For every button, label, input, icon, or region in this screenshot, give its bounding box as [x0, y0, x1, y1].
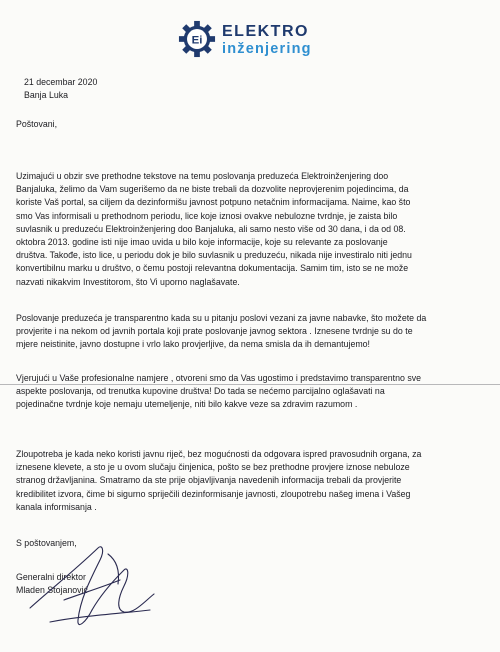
text-line: aspekte poslovanja, od trenutka kupovine društva! Do tada se nećemo parcijalno oglašavati na	[16, 386, 385, 397]
text-line: smo Vas informisali u prethodnom periodu, lice koje iznosi ovakve nebulozne tvrdnje, je zaista bilo	[16, 210, 398, 221]
signer-block	[16, 571, 488, 597]
text-line: mjere neistinite, javno dostupne i vrlo lako provjerljive, da nema smisla da ih demantujemo!	[16, 339, 371, 350]
letter-greeting: Poštovani,	[16, 119, 58, 129]
text-line: koriste Vaš portal, sa ciljem da dezinformišu javnost potpuno netačnim informacijama. Naime, kao što	[16, 197, 411, 208]
text-line: Uzimajući u obzir sve prethodne tekstove na temu poslovanja preduzeća Elektroinženjering doo	[16, 171, 389, 181]
text-line: suvlasnik u preduzeću Elektroinženjering doo Banjaluka, ali samo nesto više od 30 dana, i da od 08.	[16, 223, 406, 234]
text-line: Zloupotreba je kada neko koristi javnu riječ, bez mogućnosti da odgovara ispred pravosudnih organa, za	[16, 449, 422, 459]
text-line: društva. Takođe, isto lice, u periodu dok je bilo suvlasnik u preduzeću, nikada nije investiralo niti jednu	[16, 250, 412, 261]
text-line: provjerite i na nekom od javnih portala koji prate poslovanje javnog sektora . Iznesene tvrdnje su do te	[16, 326, 413, 337]
logo-text-elektro: ELEKTRO	[222, 23, 309, 40]
signer-title: Generalni direktor	[16, 572, 86, 582]
text-line: iznesene klevete, a sto je u ovom slučaju činjenica, pošto se bez prethodne provjere iznose nebuloze	[16, 462, 410, 473]
text-line: konvertibilnu marku u društvo, o čemu postoji relevantna dokumentacija. Samim tim, isto se ne može	[16, 263, 409, 274]
text-line: stranog državljanina. Smatramo da ste prije objavljivanja navedenih informacija trebali da provjerite	[16, 475, 402, 486]
paragraph-3	[16, 372, 488, 412]
text-line: pojedinačne tvrdnje koje nemaju utemeljenje, niti bilo kakve veze sa zdravim razumom .	[16, 399, 358, 410]
text-line: Banjaluka, želimo da Vam sugerišemo da ne biste trebali da dozvolite neprovjerenim pojedincima, da	[16, 184, 409, 195]
text-line: kredibilitet izvora, čime bi sigurno spriječili dezinformisanje javnosti, zloupotrebu našeg imena i Vašeg	[16, 488, 411, 499]
letter-date: 21 decembar 2020	[24, 77, 98, 87]
paragraph-2	[16, 312, 488, 352]
text-line: oktobra 2013. godine isti nije imao uvida u bilo koje informacije, koje su relevante za poslovanje	[16, 237, 388, 248]
text-line: nazvati nikakvim Investitorom, što Vi uporno naglašavate.	[16, 276, 240, 287]
logo-text-inzenjering: inženjering	[222, 41, 312, 57]
paragraph-4	[16, 448, 488, 514]
text-line: Poslovanje preduzeća je transparentno kada su u pitanju poslovi vezani za javne nabavke, što možete da	[16, 313, 427, 323]
signer-name: Mladen Stojanović	[16, 585, 88, 596]
letter-city: Banja Luka	[24, 90, 69, 100]
text-line: Vjerujući u Vaše profesionalne namjere , otvoreni smo da Vas ugostimo i predstavimo transparentno sve	[16, 373, 422, 383]
company-logo	[178, 20, 338, 60]
paragraph-1	[16, 170, 488, 289]
logo-monogram: Ei	[191, 34, 203, 47]
gear-logo-icon	[178, 20, 216, 58]
text-line: kanala informisanja .	[16, 501, 97, 512]
letter-closing: S poštovanjem,	[16, 538, 77, 548]
